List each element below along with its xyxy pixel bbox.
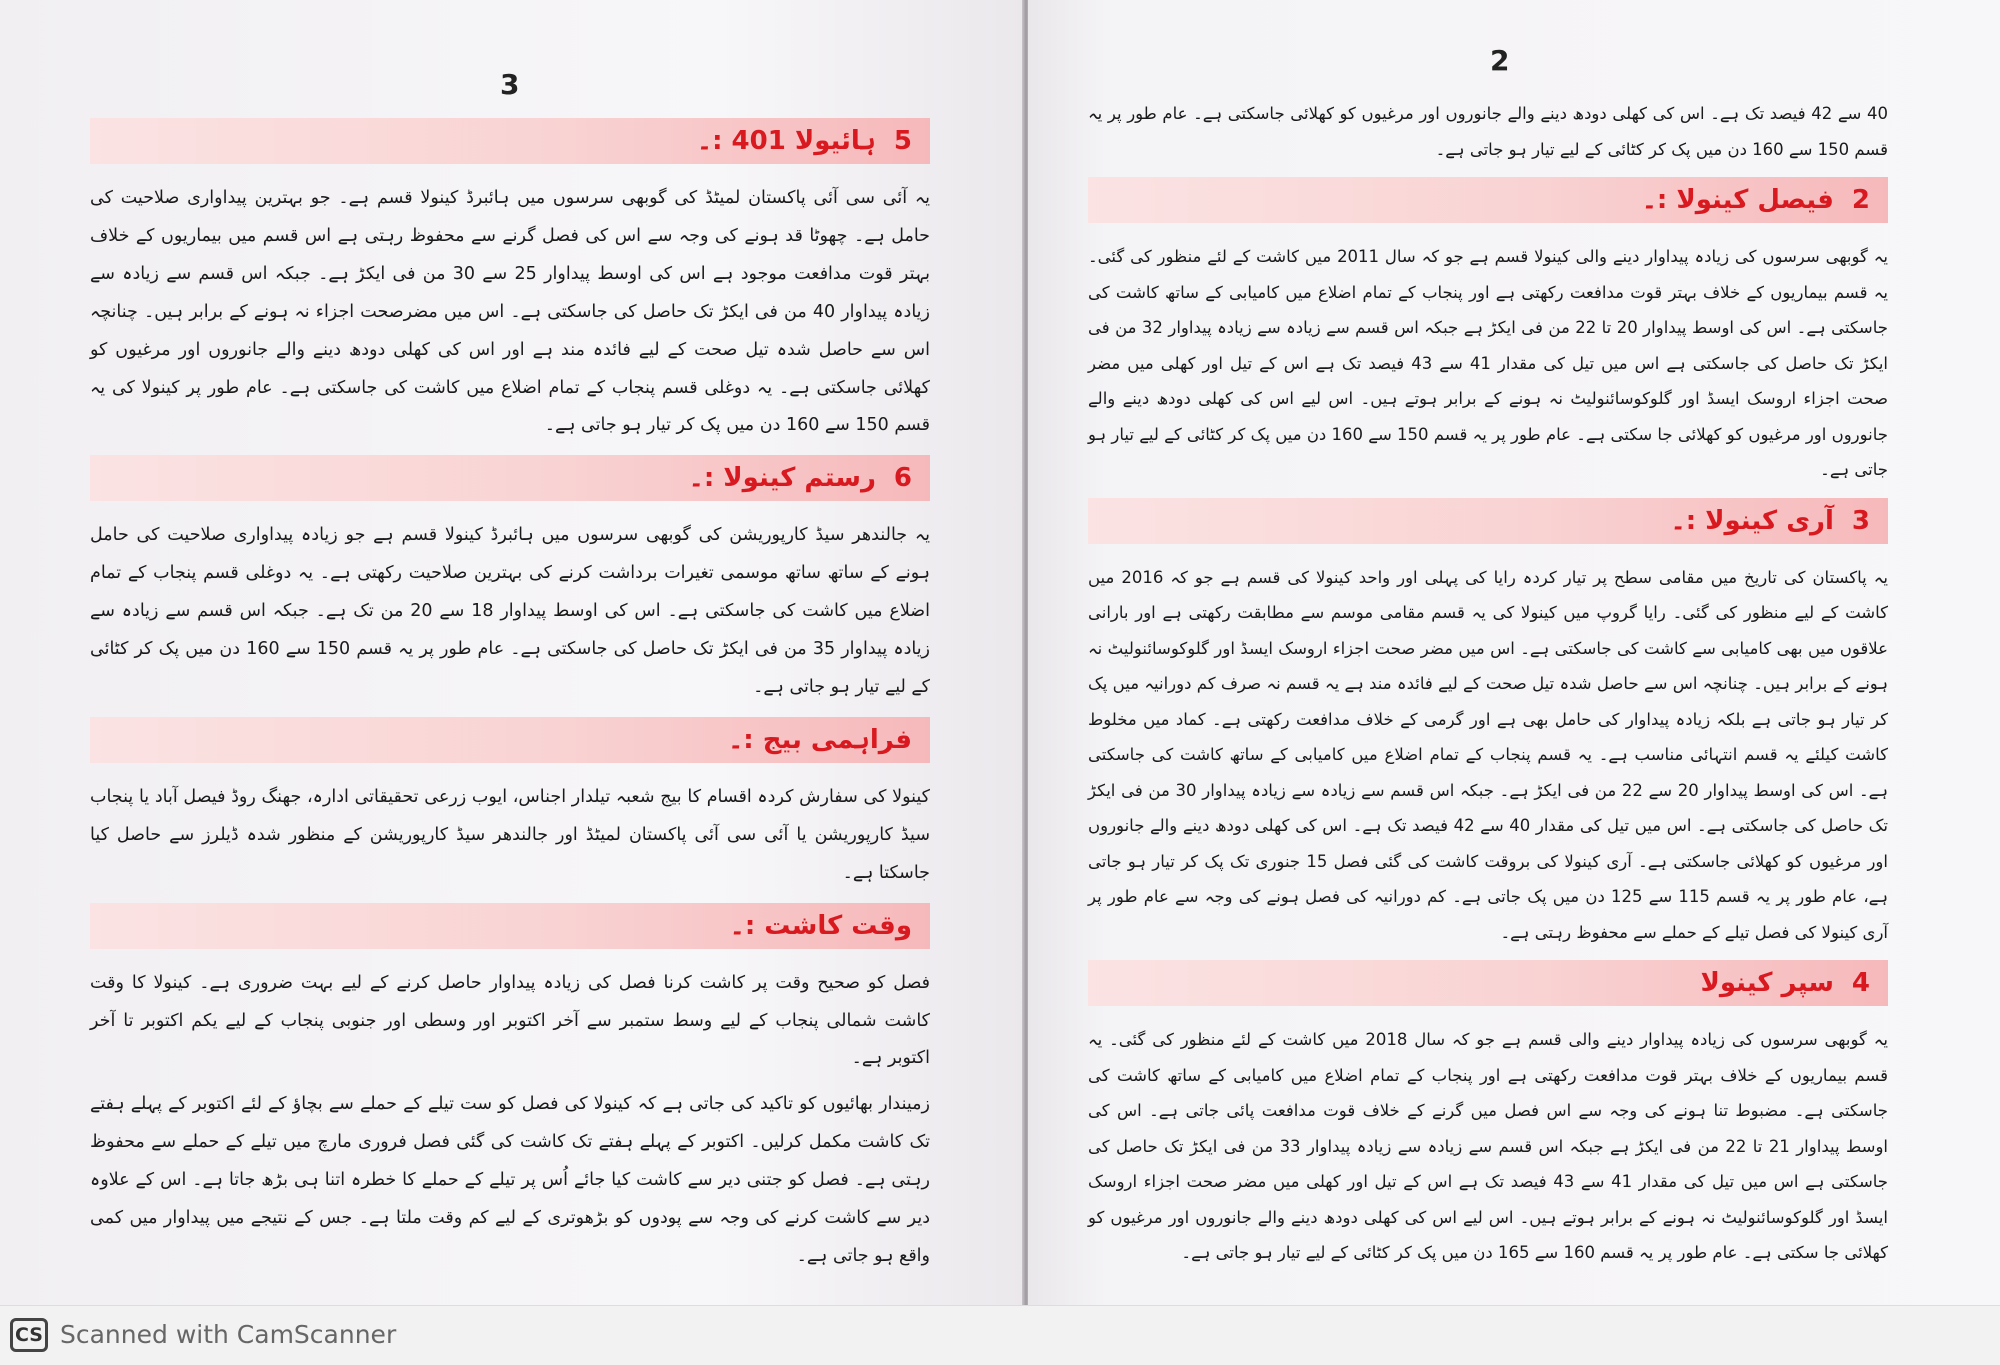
heading-number: 6 [893,463,912,494]
page-number: 3 [500,68,520,101]
section-paragraph: زمیندار بھائیوں کو تاکید کی جاتی ہے کہ کینولا کی فصل کو ست تیلے کے حملے سے بچاؤ کے لئے اکتوبر کے پہلے ہفتے تک کاشت مکمل کرلیں۔ اکتوبر کے پہلے ہفتے تک کاشت کی گئی فصل فروری مارچ میں تیلے کے حملے سے محفوظ رہتی ہے۔ فصل کو جتنی دیر سے کاشت کیا جائے اُس پر تیلے کے حملے کا خطرہ اتنا ہی بڑھ جاتا ہے۔ اس کے علاوہ دیر سے کاشت کرنے کی وجہ سے پودوں کو بڑھوتری کے لیے کم وقت ملتا ہے۔ جس کے نتیجے میں پیداوار میں کمی واقع ہو جاتی ہے۔ [90,1094,930,1266]
scanner-watermark-bar [0,1305,2000,1365]
left-page-column [90,108,930,1284]
intro-paragraph: 40 سے 42 فیصد تک ہے۔ اس کی کھلی دودھ دینے والے جانوروں اور مرغیوں کو کھلائی جاسکتی ہے۔ عام طور پر یہ قسم 150 سے 160 دن میں پک کر کٹائی کے لیے تیار ہو جاتی ہے۔ [1088,104,1888,159]
scanner-watermark-text: Scanned with CamScanner [60,1320,397,1349]
section-paragraph: یہ جالندھر سیڈ کارپوریشن کی گوبھی سرسوں میں ہائبرڈ کینولا قسم ہے جو زیادہ پیداواری صلاحیت کی حامل ہونے کے ساتھ ساتھ موسمی تغیرات برداشت کرنے کی بہترین صلاحیت رکھتی ہے۔ یہ دوغلی قسم پنجاب کے تمام اضلاع میں کاشت کی جاسکتی ہے۔ اس کی اوسط پیداوار 18 سے 20 من تک ہے۔ جبکہ اس قسم سے زیادہ سے زیادہ پیداوار 35 من فی ایکڑ تک حاصل کی جاسکتی ہے۔ عام طور پر یہ قسم 150 سے 160 دن میں پک کر کٹائی کے لیے تیار ہو جاتی ہے۔ [90,525,931,697]
section-paragraph: یہ آئی سی آئی پاکستان لمیٹڈ کی گوبھی سرسوں میں ہائبرڈ کینولا قسم ہے۔ جو بہترین پیداواری صلاحیت کی حامل ہے۔ چھوٹا قد ہونے کی وجہ سے اس کی فصل گرنے سے محفوظ رہتی ہے اس قسم میں بیماریوں کے خلاف بہتر قوت مدافعت موجود ہے اس کی اوسط پیداوار 25 سے 30 من فی ایکڑ ہے۔ جبکہ اس قسم سے زیادہ سے زیادہ پیداوار 40 من فی ایکڑ تک حاصل کی جاسکتی ہے۔ اس میں مضرصحت اجزاء نہ ہونے کے برابر ہیں۔ چنانچہ اس سے حاصل شدہ تیل صحت کے لیے فائدہ مند ہے اور اس کی کھلی دودھ دینے والے جانوروں اور مرغیوں کو کھلائی جاسکتی ہے۔ یہ دوغلی قسم پنجاب کے تمام اضلاع میں کاشت کی جاسکتی ہے۔ عام طور پر کینولا کی یہ قسم 150 سے 160 دن میں پک کر تیار ہو جاتی ہے۔ [90,188,930,436]
section-paragraph: یہ گوبھی سرسوں کی زیادہ پیداوار دینے والی کینولا قسم ہے جو کہ سال 2011 میں کاشت کے لئے منظور کی گئی۔ یہ قسم بیماریوں کے خلاف بہتر قوت مدافعت رکھتی ہے اور پنجاب کے تمام اضلاع میں کامیابی کے ساتھ کاشت کی جاسکتی ہے۔ اس کی اوسط پیداوار 20 تا 22 من فی ایکڑ ہے جبکہ اس قسم سے زیادہ سے زیادہ پیداوار 32 من فی ایکڑ تک حاصل کی جاسکتی ہے اس میں تیل کی مقدار 41 سے 43 فیصد تک ہے اس کے تیل اور کھلی میں مضر صحت اجزاء اروسک ایسڈ اور گلوکوسائنولیٹ نہ ہونے کے برابر ہوتے ہیں۔ اس لیے اس کی کھلی دودھ دینے والے جانوروں اور مرغیوں کو کھلائی جا سکتی ہے۔ عام طور پر یہ قسم 150 سے 160 دن میں پک کر کٹائی کے لیے تیار ہو جاتی ہے۔ [1088,247,1889,479]
page-number: 2 [1490,44,1510,77]
heading-title: ہائیولا 401 :۔ [696,126,876,156]
section-paragraph: یہ گوبھی سرسوں کی زیادہ پیداوار دینے والی قسم ہے جو کہ سال 2018 میں کاشت کے لئے منظور کی گئی۔ یہ قسم بیماریوں کے خلاف بہتر قوت مدافعت رکھتی ہے اور پنجاب کے تمام اضلاع میں کامیابی کے ساتھ کاشت کی جاسکتی ہے۔ مضبوط تنا ہونے کی وجہ سے اس فصل میں گرنے کے خلاف قوت مدافعت پائی جاتی ہے۔ اس کی اوسط پیداوار 21 تا 22 من فی ایکڑ ہے جبکہ اس قسم سے زیادہ سے زیادہ پیداوار 33 من فی ایکڑ تک حاصل کی جاسکتی ہے اس میں تیل کی مقدار 41 سے 43 فیصد تک ہے اس کے تیل اور کھلی میں مضر صحت اجزاء اروسک ایسڈ اور گلوکوسائنولیٹ نہ ہونے کے برابر ہوتے ہیں۔ اس لیے اس کی کھلی دودھ دینے والے جانوروں اور مرغیوں کو کھلائی جا سکتی ہے۔ عام طور پر یہ قسم 160 سے 165 دن میں پک کر کٹائی کے لیے تیار ہو جاتی ہے۔ [1088,1030,1889,1262]
heading-title: فیصل کینولا :۔ [1641,185,1834,215]
heading-title: وقت کاشت :۔ [729,910,912,941]
left-page [0,0,1025,1305]
section-heading-rustam-canola [90,455,930,501]
section-heading-faisal-canola [1088,177,1888,223]
heading-title: سپر کینولا [1700,968,1834,998]
section-heading-aari-canola [1088,498,1888,544]
heading-title: فراہمی بیج :۔ [728,724,912,755]
section-heading-hyola-401 [90,118,930,164]
right-page-column [1088,96,1888,1279]
heading-number: 2 [1851,185,1870,215]
section-paragraph: فصل کو صحیح وقت پر کاشت کرنا فصل کی زیادہ پیداوار حاصل کرنے کے لیے بہت ضروری ہے۔ کینولا کا وقت کاشت شمالی پنجاب کے لیے وسط ستمبر سے آخر اکتوبر اور وسطی اور جنوبی پنجاب کے لیے یکم اکتوبر تا آخر اکتوبر ہے۔ [90,972,930,1069]
heading-title: رستم کینولا :۔ [688,463,876,494]
heading-number: 3 [1851,505,1870,536]
heading-number: 4 [1851,968,1870,998]
section-heading-sowing-time [90,903,930,949]
heading-number: 5 [893,126,912,156]
section-paragraph: کینولا کی سفارش کردہ اقسام کا بیج شعبہ تیلدار اجناس، ایوب زرعی تحقیقاتی ادارہ، جھنگ روڈ فیصل آباد یا پنجاب سیڈ کارپوریشن یا آئی سی آئی پاکستان لمیٹڈ اور جالندھر سیڈ کارپوریشن کے منظور شدہ ڈیلرز سے حاصل کیا جاسکتا ہے۔ [90,786,930,883]
section-heading-seed-supply [90,717,930,763]
section-paragraph: یہ پاکستان کی تاریخ میں مقامی سطح پر تیار کردہ رایا کی پہلی اور واحد کینولا کی قسم ہے جو کہ 2016 میں کاشت کے لیے منظور کی گئی۔ رایا گروپ میں کینولا کی یہ قسم مقامی موسم سے مطابقت رکھتی ہے اور بارانی علاقوں میں بھی کامیابی سے کاشت کی جاسکتی ہے۔ اس میں مضر صحت اجزاء اروسک ایسڈ اور گلوکوسائنولیٹ نہ ہونے کے برابر ہیں۔ چنانچہ اس سے حاصل شدہ تیل صحت کے لیے فائدہ مند ہے یہ قسم نہ صرف کم دورانیہ میں پک کر تیار ہو جاتی ہے بلکہ زیادہ پیداوار کی حامل بھی ہے اور گرمی کے خلاف مدافعت رکھتی ہے۔ کماد میں مخلوط کاشت کیلئے یہ قسم انتہائی مناسب ہے۔ یہ قسم پنجاب کے تمام اضلاع میں کامیابی کے ساتھ کاشت کی جاسکتی ہے۔ اس کی اوسط پیداوار 20 سے 22 من فی ایکڑ ہے۔ جبکہ اس قسم سے زیادہ سے زیادہ پیداوار 30 من فی ایکڑ تک حاصل کی جاسکتی ہے۔ اس میں تیل کی مقدار 40 سے 42 فیصد تک ہے۔ اس کی کھلی دودھ دینے والے جانوروں اور مرغیوں کو کھلائی جاسکتی ہے۔ آری کینولا کی بروقت کاشت کی گئی فصل 15 جنوری تک پک کر تیار ہو جاتی ہے، عام طور پر یہ قسم 115 سے 125 دن میں پک جاتی ہے۔ کم دورانیہ کی فصل ہونے کی وجہ سے عام طور پر آری کینولا کی فصل تیلے کے حملے سے محفوظ رہتی ہے۔ [1088,567,1889,942]
heading-title: آری کینولا :۔ [1670,505,1834,536]
section-heading-super-canola [1088,960,1888,1006]
camscanner-logo-icon: CS [10,1318,48,1352]
